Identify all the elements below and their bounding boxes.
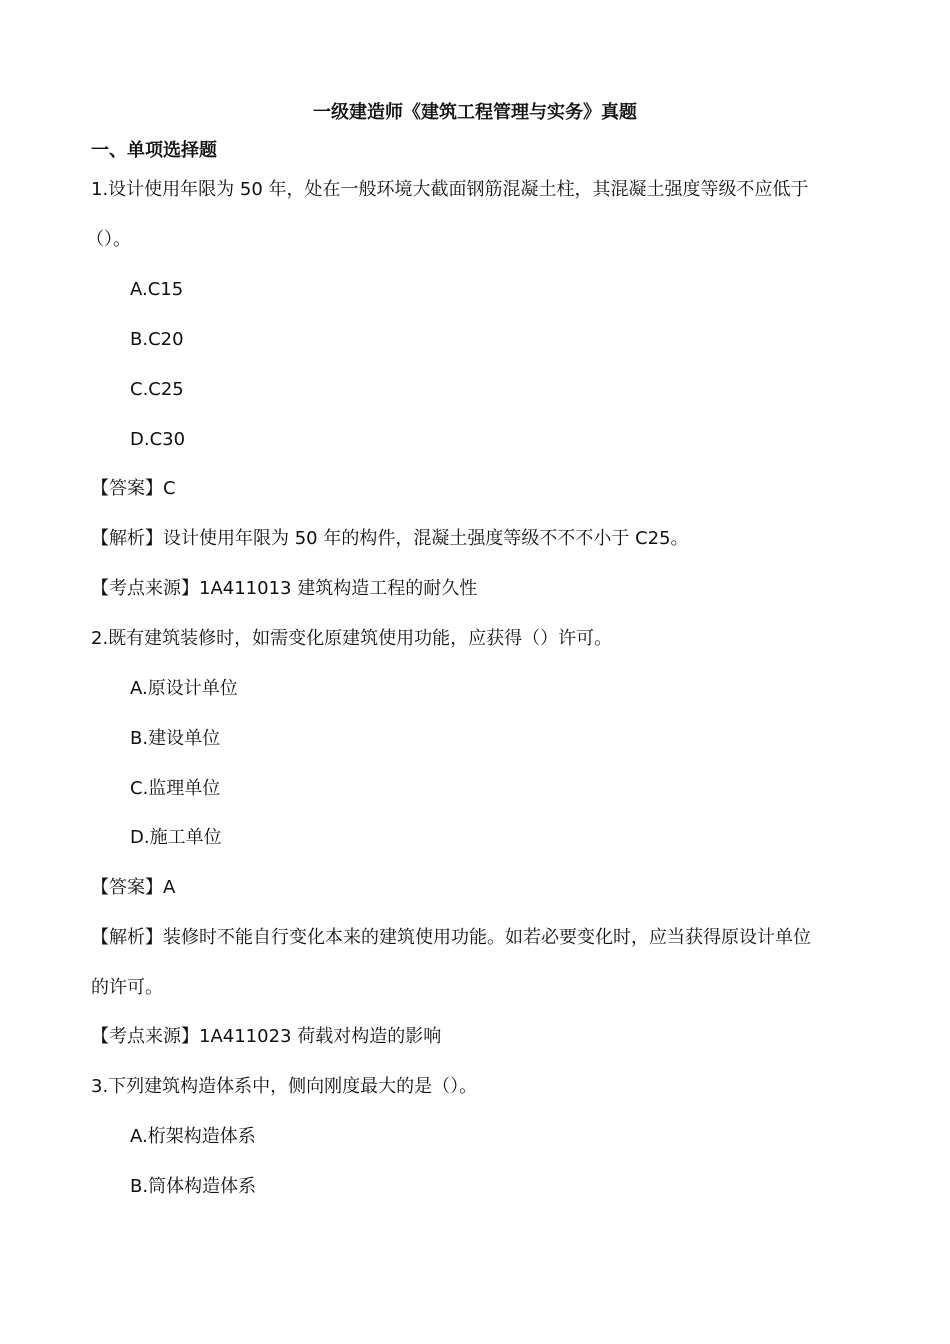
question-1-source: 【考点来源】1A411013 建筑构造工程的耐久性: [91, 578, 478, 599]
question-3-option-b: B.筒体构造体系: [130, 1176, 257, 1197]
question-2-option-c: C.监理单位: [130, 778, 221, 799]
question-1-option-d: D.C30: [130, 429, 186, 450]
question-2-option-b: B.建设单位: [130, 728, 221, 749]
section-heading: 一、单项选择题: [91, 140, 217, 161]
question-1-stem-line-2: （）。: [86, 229, 131, 250]
question-2-option-d: D.施工单位: [130, 827, 222, 848]
document-title: 一级建造师《建筑工程管理与实务》真题: [313, 102, 637, 123]
question-1-option-a: A.C15: [130, 279, 184, 300]
question-1-stem-line-1: 1.设计使用年限为 50 年，处在一般环境大截面钢筋混凝土柱，其混凝土强度等级不应低于: [91, 179, 809, 200]
question-1-option-c: C.C25: [130, 379, 184, 400]
question-2-analysis-line-2: 的许可。: [91, 977, 163, 998]
question-1-option-b: B.C20: [130, 329, 184, 350]
question-3-stem: 3.下列建筑构造体系中，侧向刚度最大的是（）。: [91, 1076, 478, 1097]
question-1-answer: 【答案】C: [91, 478, 176, 499]
question-3-option-a: A.桁架构造体系: [130, 1126, 256, 1147]
question-2-source: 【考点来源】1A411023 荷载对构造的影响: [91, 1026, 442, 1047]
question-1-analysis: 【解析】设计使用年限为 50 年的构件，混凝土强度等级不不不小于 C25。: [91, 528, 689, 549]
question-2-analysis-line-1: 【解析】装修时不能自行变化本来的建筑使用功能。如若必要变化时，应当获得原设计单位: [91, 927, 811, 948]
question-2-stem: 2.既有建筑装修时，如需变化原建筑使用功能，应获得（）许可。: [91, 628, 613, 649]
question-2-option-a: A.原设计单位: [130, 678, 238, 699]
question-2-answer: 【答案】A: [91, 877, 176, 898]
